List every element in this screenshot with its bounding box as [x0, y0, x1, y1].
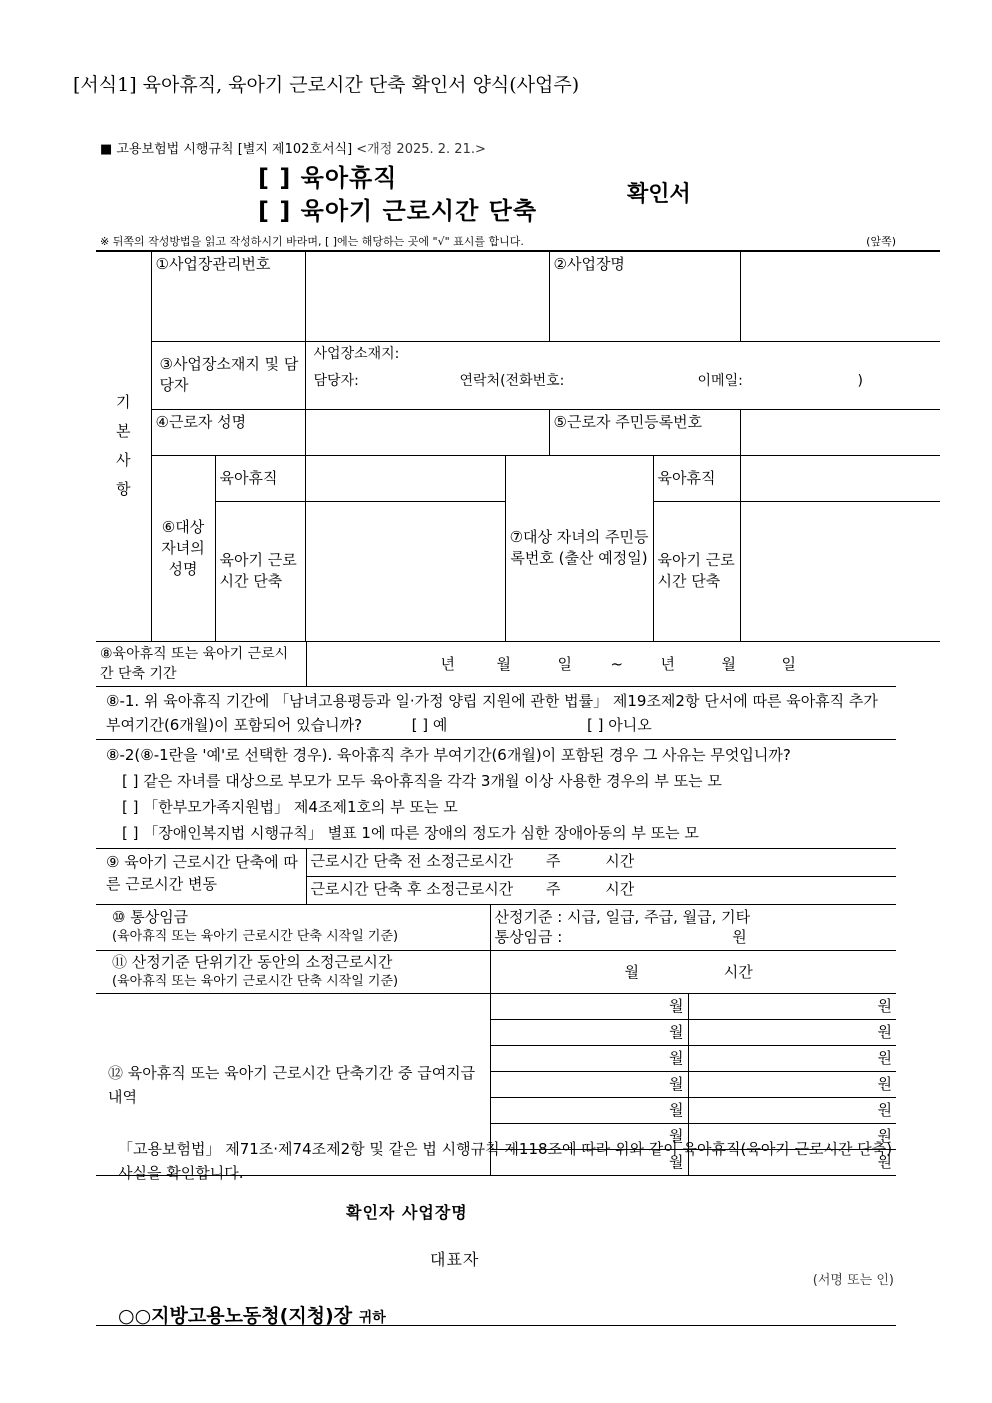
period-year-2: 년 — [660, 655, 675, 673]
period-day-2: 일 — [781, 655, 796, 673]
payment-month[interactable]: 월 — [490, 1072, 688, 1098]
amendment-date: <개정 2025. 2. 21.> — [356, 142, 486, 157]
period-tilde: ~ — [610, 655, 624, 673]
confirmer-business-name-label: 확인자 사업장명 — [346, 1203, 468, 1222]
form-heading: [서식1] 육아휴직, 육아기 근로시간 단축 확인서 양식(사업주) — [73, 74, 580, 96]
signature-note: (서명 또는 인) — [812, 1273, 894, 1288]
hours-before-unit: 시간 — [605, 852, 635, 870]
child-name-label: ⑥대상 자녀의 성명 — [151, 455, 215, 641]
wage-criteria: 산정기준 : 시급, 일급, 주급, 월급, 기타 — [494, 908, 751, 926]
wage-field[interactable] — [490, 905, 896, 951]
child-rrn-leave-label: 육아휴직 — [653, 455, 740, 501]
title-confirmation: 확인서 — [627, 182, 691, 207]
biz-name-label: ②사업장명 — [549, 251, 740, 341]
representative-label: 대표자 — [430, 1250, 480, 1269]
payment-amount[interactable]: 원 — [688, 1150, 896, 1176]
manager-field-label: 담당자: — [313, 372, 359, 389]
period-year-1: 년 — [440, 655, 455, 673]
period-input[interactable] — [306, 642, 896, 687]
period-label: ⑧육아휴직 또는 육아기 근로시간 단축 기간 — [96, 642, 306, 687]
payment-month[interactable]: 월 — [490, 1046, 688, 1072]
payment-amount[interactable]: 원 — [688, 1020, 896, 1046]
child-name-leave-input[interactable] — [305, 455, 505, 501]
q82-option-2[interactable]: [ ] 「한부모가족지원법」 제4조제1호의 부 또는 모 — [122, 798, 458, 816]
address-field-label: 사업장소재지: — [313, 345, 400, 362]
basic-info-section-label: 기 본 사 항 — [96, 251, 151, 641]
email-field-label: 이메일: — [697, 372, 743, 389]
question-8-1 — [96, 687, 896, 740]
hours-after-week: 주 — [545, 880, 561, 898]
addressee — [118, 1301, 386, 1328]
legal-basis — [100, 138, 486, 157]
q81-yes-checkbox[interactable]: [ ] 예 — [411, 716, 448, 734]
payment-month[interactable]: 월 — [490, 1020, 688, 1046]
q81-no-checkbox[interactable]: [ ] 아니오 — [586, 716, 652, 734]
child-name-reduced-input[interactable] — [305, 501, 505, 641]
payment-amount[interactable]: 원 — [688, 1046, 896, 1072]
addressee-suffix: 귀하 — [358, 1310, 386, 1326]
child-leave-label: 육아휴직 — [215, 455, 305, 501]
child-rrn-leave-input[interactable] — [740, 455, 940, 501]
q82-option-1[interactable]: [ ] 같은 자녀를 대상으로 부모가 모두 육아휴직을 각각 3개월 이상 사용한 경우의 부 또는 모 — [122, 772, 722, 790]
wage-label: ⑩ 통상임금 — [112, 908, 189, 926]
prescribed-label-cell — [96, 951, 490, 994]
payments-label: ⑫ 육아휴직 또는 육아기 근로시간 단축기간 중 급여지급 내역 — [96, 994, 490, 1176]
wage-won-unit: 원 — [732, 928, 747, 946]
addressee-office: ○○지방고용노동청(지청)장 — [118, 1305, 353, 1327]
period-month-1: 월 — [496, 655, 511, 673]
worker-rrn-input[interactable] — [740, 409, 940, 455]
confirmation-form-lower-table — [96, 641, 896, 1176]
payment-amount[interactable]: 원 — [688, 1072, 896, 1098]
hours-before-field[interactable] — [306, 849, 896, 877]
period-month-2: 월 — [721, 655, 736, 673]
title-checkbox-childcare-leave[interactable]: [ ] 육아휴직 — [258, 164, 398, 192]
confirmation-form-table — [96, 250, 940, 642]
legal-basis-text: ■ 고용보험법 시행규칙 [별지 제102호서식] — [100, 142, 353, 157]
instruction-notice: ※ 뒤쪽의 작성방법을 읽고 작성하시기 바라며, [ ]에는 해당하는 곳에 "√" 표시를 합니다. — [100, 235, 524, 248]
hours-before-week: 주 — [545, 852, 561, 870]
prescribed-month: 월 — [624, 962, 639, 981]
question-8-2-text: ⑧-2(⑧-1란을 '예'로 선택한 경우). 육아휴직 추가 부여기간(6개월)이 포함된 경우 그 사유는 무엇입니까? — [106, 746, 791, 764]
prescribed-label: ⑪ 산정기준 단위기간 동안의 소정근로시간 — [112, 953, 393, 971]
wage-note: (육아휴직 또는 육아기 근로시간 단축 시작일 기준) — [112, 929, 399, 944]
wage-ordinary-label: 통상임금 : — [494, 928, 563, 946]
payment-amount[interactable]: 원 — [688, 1124, 896, 1150]
biz-address-label: ③사업장소재지 및 담당자 — [151, 341, 305, 409]
payment-amount[interactable]: 원 — [688, 1098, 896, 1124]
worker-name-input[interactable] — [305, 409, 549, 455]
bottom-divider — [96, 1325, 896, 1326]
child-rrn-reduced-input[interactable] — [740, 501, 940, 641]
hours-change-label: ⑨ 육아기 근로시간 단축에 따른 근로시간 변동 — [96, 849, 306, 905]
page-side-label: (앞쪽) — [866, 235, 896, 248]
confirmation-statement: 「고용보험법」 제71조·제74조제2항 및 같은 법 시행규칙 제118조에 따라 위와 같이 육아휴직(육아기 근로시간 단축) 사실을 확인합니다. — [118, 1140, 893, 1182]
biz-mgmt-no-label: ①사업장관리번호 — [151, 251, 305, 341]
prescribed-field[interactable] — [490, 951, 896, 994]
payment-month[interactable]: 월 — [490, 1124, 688, 1150]
worker-name-label: ④근로자 성명 — [151, 409, 305, 455]
prescribed-hours: 시간 — [723, 962, 753, 981]
contact-close-paren: ) — [857, 372, 863, 389]
biz-name-input[interactable] — [740, 251, 940, 341]
worker-rrn-label: ⑤근로자 주민등록번호 — [549, 409, 740, 455]
hours-after-field[interactable] — [306, 877, 896, 905]
payment-month[interactable]: 월 — [490, 1150, 688, 1176]
q82-option-3[interactable]: [ ] 「장애인복지법 시행규칙」 별표 1에 따른 장애의 정도가 심한 장애아동의 부 또는 모 — [122, 824, 699, 842]
wage-label-cell — [96, 905, 490, 951]
payment-month[interactable]: 월 — [490, 1098, 688, 1124]
payment-month[interactable]: 월 — [490, 994, 688, 1020]
title-checkbox-reduced-hours[interactable]: [ ] 육아기 근로시간 단축 — [258, 197, 538, 225]
biz-mgmt-no-input[interactable] — [305, 251, 549, 341]
period-day-1: 일 — [557, 655, 572, 673]
hours-after-label: 근로시간 단축 후 소정근로시간 — [310, 880, 514, 898]
prescribed-note: (육아휴직 또는 육아기 근로시간 단축 시작일 기준) — [112, 974, 399, 989]
child-rrn-label: ⑦대상 자녀의 주민등록번호 (출산 예정일) — [505, 455, 653, 641]
biz-address-field[interactable] — [305, 341, 940, 409]
contact-field-label: 연락처(전화번호: — [459, 372, 565, 389]
child-reduced-label: 육아기 근로 시간 단축 — [215, 501, 305, 641]
question-8-2 — [96, 740, 896, 849]
hours-after-unit: 시간 — [605, 880, 635, 898]
question-8-1-text: ⑧-1. 위 육아휴직 기간에 「남녀고용평등과 일·가정 양립 지원에 관한 법률」 제19조제2항 단서에 따른 육아휴직 추가 부여기간(6개월)이 포함되어 있습니까? — [106, 692, 878, 734]
child-rrn-reduced-label: 육아기 근로 시간 단축 — [653, 501, 740, 641]
payment-amount[interactable]: 원 — [688, 994, 896, 1020]
hours-before-label: 근로시간 단축 전 소정근로시간 — [310, 852, 514, 870]
